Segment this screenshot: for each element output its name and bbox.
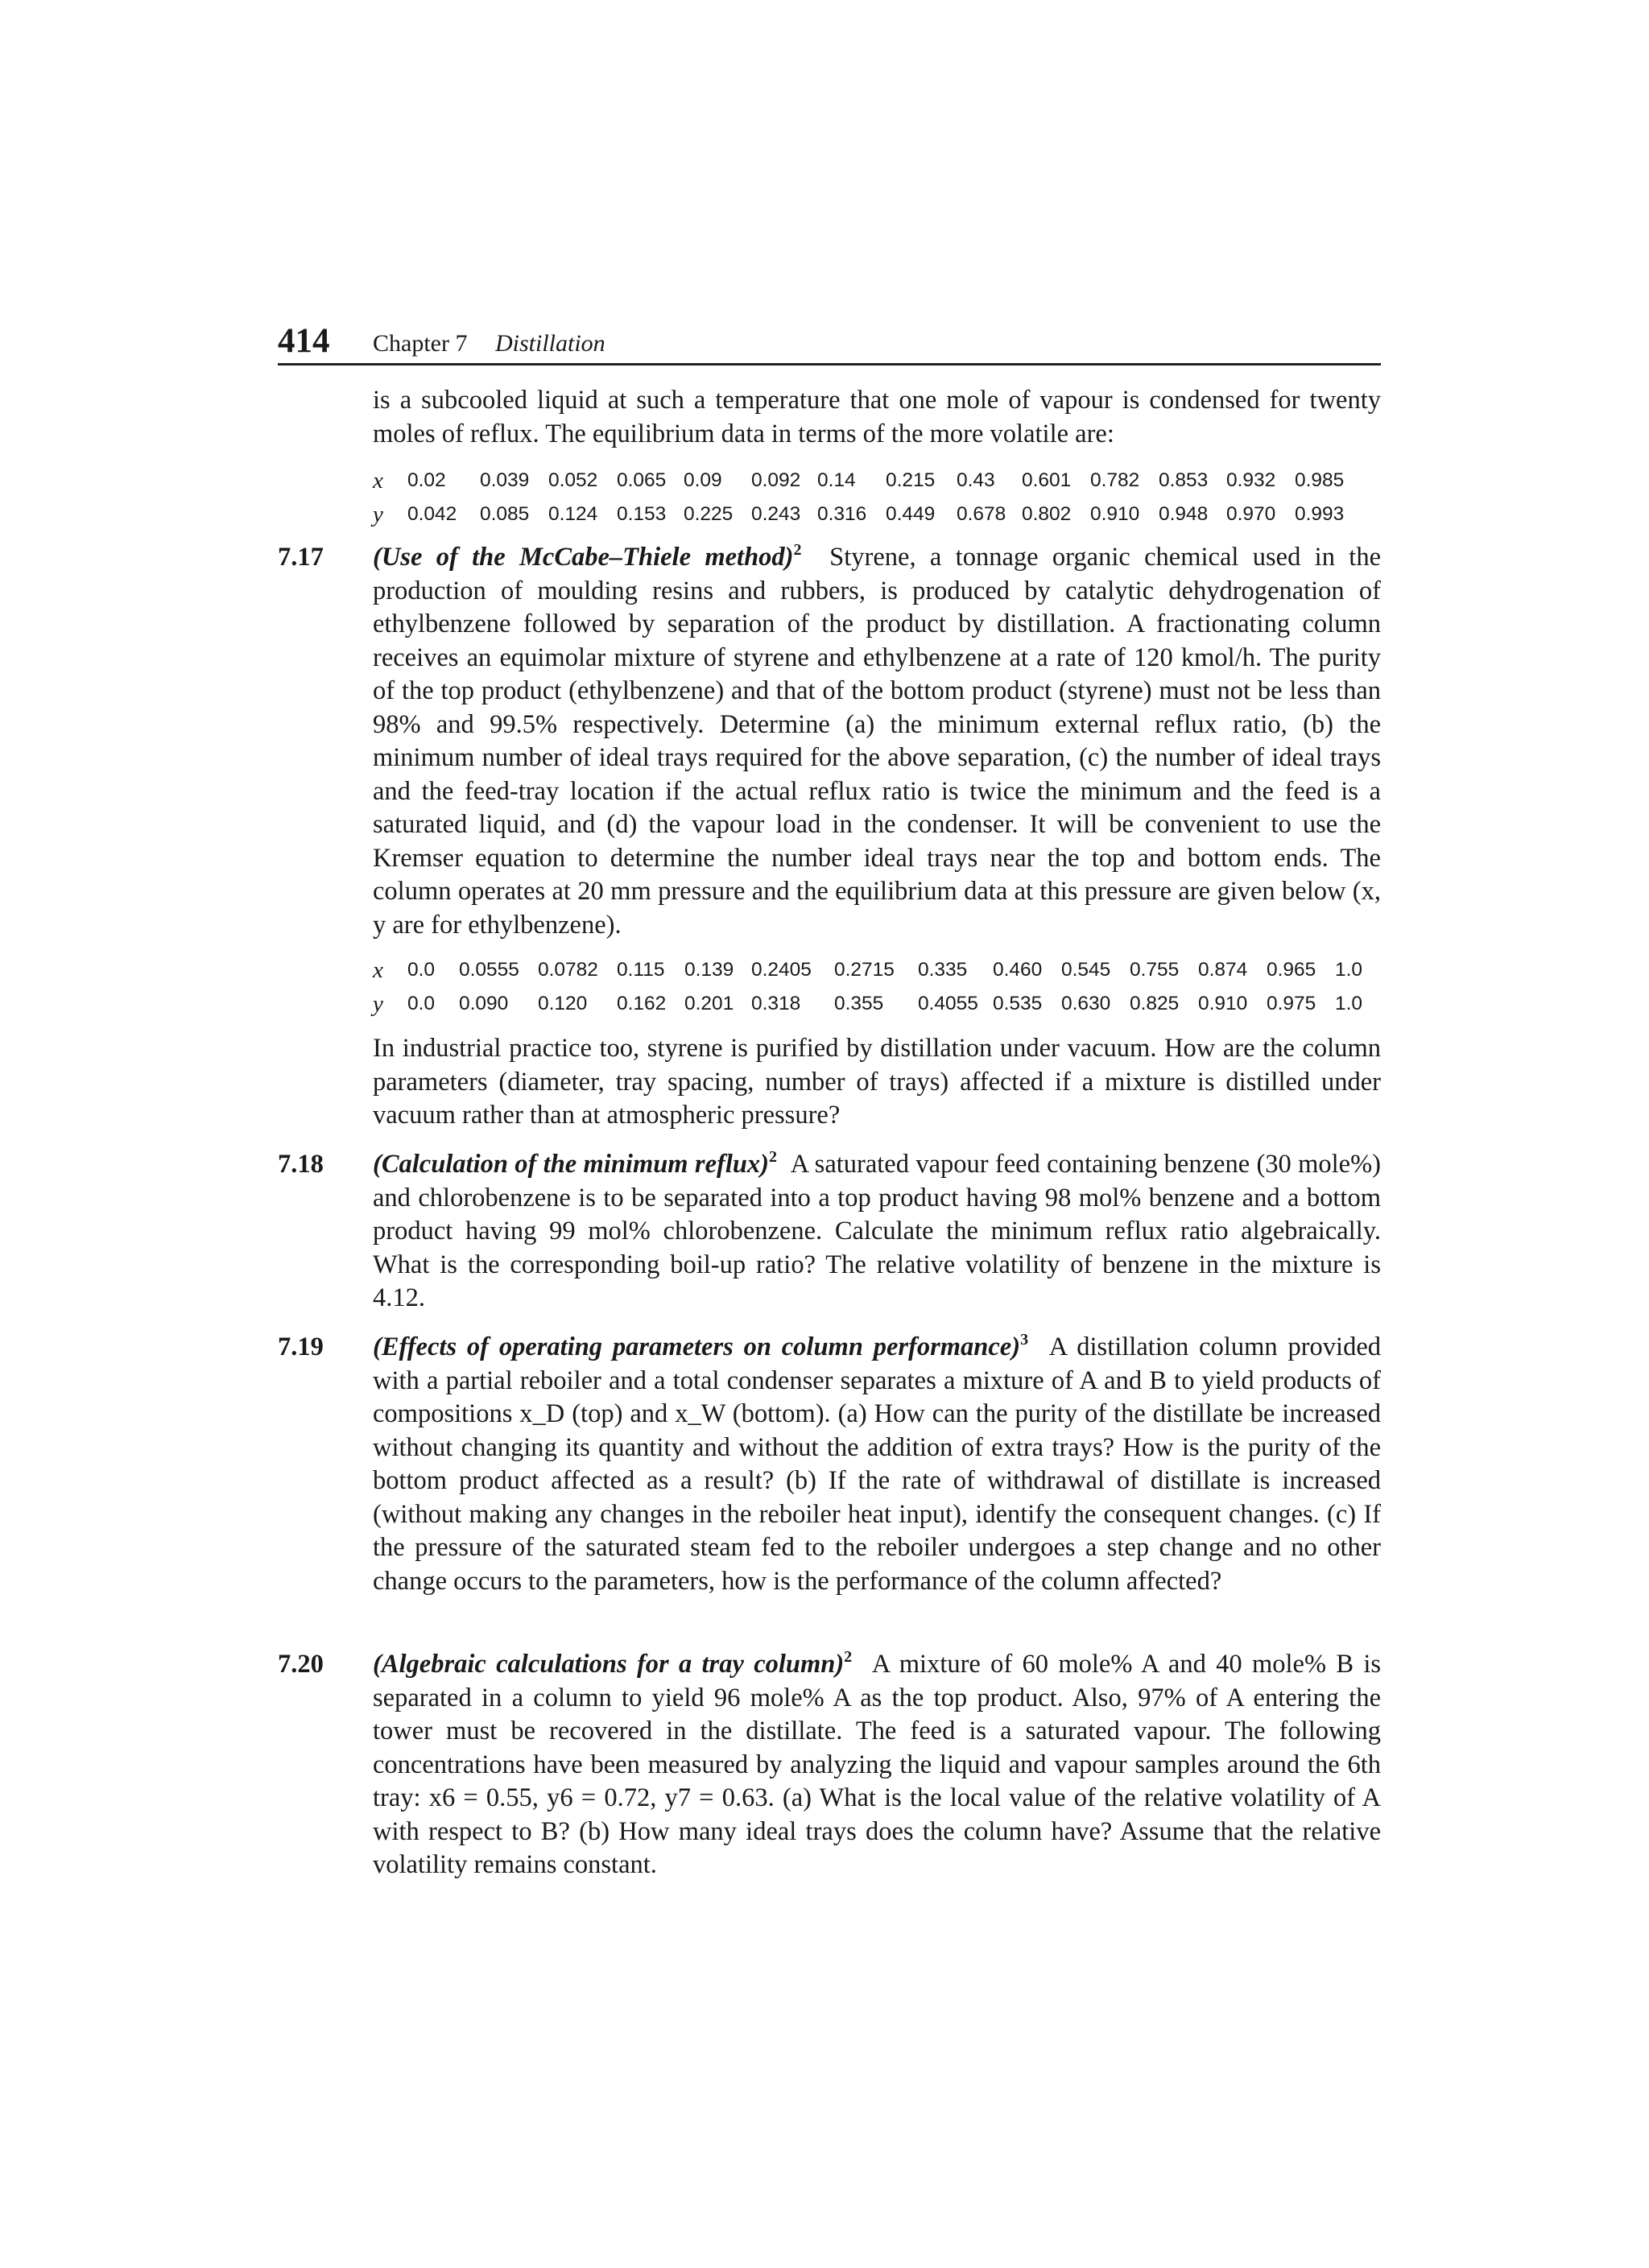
y-value-cell: 0.318 — [751, 993, 801, 1014]
row-label-y: y — [373, 502, 383, 527]
y-value-cell: 0.975 — [1267, 993, 1316, 1014]
y-value-cell: 0.630 — [1061, 993, 1111, 1014]
y-value-cell: 0.948 — [1159, 503, 1209, 525]
difficulty-superscript: 2 — [769, 1148, 777, 1166]
difficulty-superscript: 2 — [793, 541, 802, 559]
x-value-cell: 0.139 — [684, 959, 734, 981]
y-value-cell: 0.162 — [617, 993, 667, 1014]
y-value-cell: 0.225 — [684, 503, 734, 525]
row-label-y: y — [373, 991, 383, 1017]
problem-number: 7.17 — [278, 543, 324, 572]
x-value-cell: 0.853 — [1159, 469, 1209, 491]
y-value-cell: 0.042 — [407, 503, 457, 525]
y-value-cell: 0.120 — [538, 993, 588, 1014]
problem-body — [373, 1331, 1381, 1598]
y-value-cell: 0.0 — [407, 993, 436, 1014]
x-value-cell: 0.0 — [407, 959, 436, 981]
row-label-x: x — [373, 468, 383, 494]
x-value-cell: 0.2715 — [834, 959, 895, 981]
x-value-cell: 0.985 — [1295, 469, 1345, 491]
y-value-cell: 0.085 — [480, 503, 530, 525]
y-value-cell: 0.970 — [1226, 503, 1276, 525]
problem-7-17 — [278, 541, 1381, 942]
y-value-cell: 0.124 — [548, 503, 598, 525]
x-value-cell: 0.14 — [817, 469, 856, 491]
y-value-cell: 0.910 — [1090, 503, 1140, 525]
problem-title: (Calculation of the minimum reflux) — [373, 1150, 769, 1179]
problem-number: 7.18 — [278, 1150, 324, 1179]
x-value-cell: 0.782 — [1090, 469, 1140, 491]
x-value-cell: 0.02 — [407, 469, 446, 491]
x-value-cell: 1.0 — [1335, 959, 1363, 981]
problem-text: A saturated vapour feed containing benzene (30 mole%) and chlorobenzene is to be separated into a top product having 98 mol% benzene and a bottom product having 99 mol% chlorobenzene. Calculate the minimum reflux ratio algebraically. What is the corresponding boil-up ratio? The relative volatility of benzene in the mixture is 4.12. — [373, 1150, 1381, 1312]
chapter-label: Chapter 7 — [373, 330, 468, 357]
problem-text: Styrene, a tonnage organic chemical used in the production of moulding resins and rubbers, is produced by catalytic dehydrogenation of ethylbenzene followed by separation of the product by distillation. A fractionating column receives an equimolar mixture of styrene and ethylbenzene at a rate of 120 kmol/h. The purity of the top product (ethylbenzene) and that of the bottom product (styrene) must not be less than 98% and 99.5% respectively. Determine (a) the minimum external reflux ratio, (b) the minimum number of ideal trays required for the above separation, (c) the number of ideal trays and the feed-tray location if the actual reflux ratio is twice the minimum and the feed is a saturated liquid, and (d) the vapour load in the condenser. It will be convenient to use the Kremser equation to determine the number ideal trays near the top and bottom ends. The column operates at 20 mm pressure and the equilibrium data at this pressure are given below (x, y are for ethylbenzene). — [373, 543, 1381, 940]
x-value-cell: 0.755 — [1130, 959, 1180, 981]
problem-number: 7.19 — [278, 1332, 324, 1361]
difficulty-superscript: 3 — [1020, 1331, 1029, 1349]
x-value-cell: 0.215 — [886, 469, 936, 491]
y-value-cell: 0.243 — [751, 503, 801, 525]
y-value-cell: 0.355 — [834, 993, 884, 1014]
y-value-cell: 0.4055 — [918, 993, 978, 1014]
problem-title: (Use of the McCabe–Thiele method) — [373, 543, 794, 572]
y-value-cell: 0.825 — [1130, 993, 1180, 1014]
problem-7-18 — [278, 1148, 1381, 1316]
x-value-cell: 0.545 — [1061, 959, 1111, 981]
y-value-cell: 1.0 — [1335, 993, 1363, 1014]
y-value-cell: 0.993 — [1295, 503, 1345, 525]
x-value-cell: 0.43 — [957, 469, 995, 491]
problem-body — [373, 1148, 1381, 1316]
difficulty-superscript: 2 — [844, 1648, 853, 1666]
page-number: 414 — [278, 322, 330, 360]
problem-7-20 — [278, 1648, 1381, 1882]
x-value-cell: 0.092 — [751, 469, 801, 491]
y-value-cell: 0.802 — [1022, 503, 1072, 525]
x-value-cell: 0.932 — [1226, 469, 1276, 491]
x-value-cell: 0.0782 — [538, 959, 598, 981]
y-value-cell: 0.678 — [957, 503, 1006, 525]
problem-body — [373, 541, 1381, 942]
x-value-cell: 0.0555 — [459, 959, 519, 981]
running-header — [278, 318, 1381, 366]
intro-paragraph: is a subcooled liquid at such a temperature that one mole of vapour is condensed for twenty moles of reflux. The equilibrium data in terms of the more volatile are: — [373, 386, 1381, 448]
x-value-cell: 0.039 — [480, 469, 530, 491]
x-value-cell: 0.052 — [548, 469, 598, 491]
x-value-cell: 0.09 — [684, 469, 722, 491]
x-value-cell: 0.335 — [918, 959, 968, 981]
x-value-cell: 0.2405 — [751, 959, 812, 981]
y-value-cell: 0.090 — [459, 993, 509, 1014]
chapter-title: Distillation — [495, 330, 605, 357]
y-value-cell: 0.449 — [886, 503, 936, 525]
x-value-cell: 0.460 — [993, 959, 1043, 981]
problem-7-19 — [278, 1331, 1381, 1598]
problem-number: 7.20 — [278, 1650, 324, 1679]
x-value-cell: 0.115 — [617, 959, 665, 981]
problem-title: (Algebraic calculations for a tray column) — [373, 1650, 845, 1679]
problem-text: A mixture of 60 mole% A and 40 mole% B is separated in a column to yield 96 mole% A as the top product. Also, 97% of A entering the tower must be recovered in the distillate. The feed is a saturated vapour. The following concentrations have been measured by analyzing the liquid and vapour samples around the 6th tray: x6 = 0.55, y6 = 0.72, y7 = 0.63. (a) What is the local value of the relative volatility of A with respect to B? (b) How many ideal trays does the column have? Assume that the relative volatility remains constant. — [373, 1650, 1381, 1879]
y-value-cell: 0.316 — [817, 503, 867, 525]
problem-body — [373, 1648, 1381, 1882]
problem-7-17-follow-up: In industrial practice too, styrene is purified by distillation under vacuum. How are the column parameters (diameter, tray spacing, number of trays) affected if a mixture is distilled under vacuum rather than at atmospheric pressure? — [373, 1034, 1381, 1130]
problem-title: (Effects of operating parameters on column performance) — [373, 1332, 1021, 1361]
row-label-x: x — [373, 957, 383, 983]
y-value-cell: 0.153 — [617, 503, 667, 525]
x-value-cell: 0.065 — [617, 469, 667, 491]
problem-text: A distillation column provided with a partial reboiler and a total condenser separates a mixture of A and B to yield products of compositions x_D (top) and x_W (bottom). (a) How can the purity of the distillate be increased without changing its quantity and without the addition of extra trays? How is the purity of the bottom product affected as a result? (b) If the rate of withdrawal of distillate is increased (without making any changes in the reboiler heat input), identify the consequent changes. (c) If the pressure of the saturated steam fed to the reboiler undergoes a step change and no other change occurs to the parameters, how is the performance of the column affected? — [373, 1332, 1381, 1596]
x-value-cell: 0.965 — [1267, 959, 1316, 981]
y-value-cell: 0.910 — [1198, 993, 1248, 1014]
x-value-cell: 0.874 — [1198, 959, 1248, 981]
x-value-cell: 0.601 — [1022, 469, 1072, 491]
y-value-cell: 0.201 — [684, 993, 734, 1014]
y-value-cell: 0.535 — [993, 993, 1043, 1014]
